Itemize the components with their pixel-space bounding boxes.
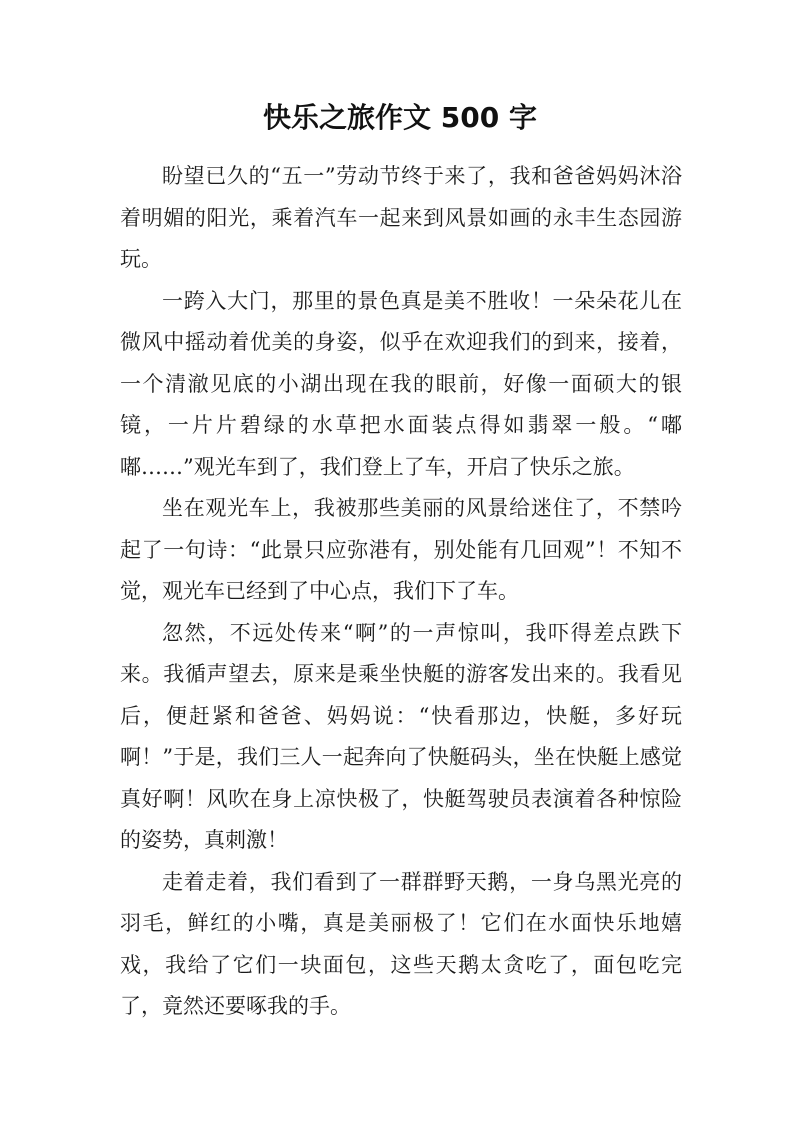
paragraph: 一跨入大门，那里的景色真是美不胜收！一朵朵花儿在微风中摇动着优美的身姿，似乎在欢迎我们的到来，接着，一个清澈见底的小湖出现在我的眼前，好像一面硕大的银镜，一片片碧绿的水草把水面装点得如翡翠一般。“嘟嘟……”观光车到了，我们登上了车，开启了快乐之旅。 — [120, 288, 682, 479]
document-body — [120, 156, 682, 1028]
paragraph: 忽然，不远处传来“啊”的一声惊叫，我吓得差点跌下来。我循声望去，原来是乘坐快艇的游客发出来的。我看见后，便赶紧和爸爸、妈妈说：“快看那边，快艇，多好玩啊！”于是，我们三人一起奔向了快艇码头，坐在快艇上感觉真好啊！风吹在身上凉快极了，快艇驾驶员表演着各种惊险的姿势，真刺激！ — [120, 620, 682, 852]
paragraph: 盼望已久的“五一”劳动节终于来了，我和爸爸妈妈沐浴着明媚的阳光，乘着汽车一起来到风景如画的永丰生态园游玩。 — [120, 164, 682, 271]
paragraph: 走着走着，我们看到了一群群野天鹅，一身乌黑光亮的羽毛，鲜红的小嘴，真是美丽极了！它们在水面快乐地嬉戏，我给了它们一块面包，这些天鹅太贪吃了，面包吃完了，竟然还要啄我的手。 — [120, 869, 682, 1018]
paragraph: 坐在观光车上，我被那些美丽的风景给迷住了，不禁吟起了一句诗：“此景只应弥港有，别处能有几回观”！不知不觉，观光车已经到了中心点，我们下了车。 — [120, 496, 682, 603]
document-title: 快乐之旅作文 500 字 — [263, 101, 537, 134]
